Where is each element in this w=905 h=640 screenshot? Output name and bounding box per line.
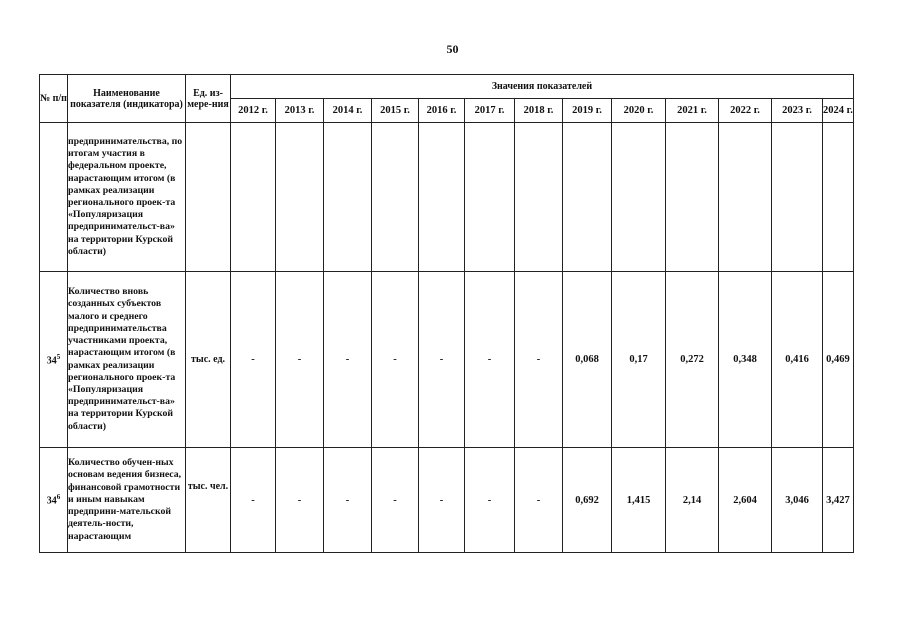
- value-cell: [563, 123, 612, 272]
- value-cell: 0,469: [823, 272, 854, 448]
- value-cell: [666, 123, 719, 272]
- value-cell: [823, 123, 854, 272]
- year-header: 2016 г.: [419, 99, 465, 123]
- value-cell: -: [515, 448, 563, 553]
- column-header-name: Наименование показателя (индикатора): [68, 75, 186, 123]
- year-header: 2024 г.: [823, 99, 854, 123]
- value-cell: -: [419, 272, 465, 448]
- value-cell: 3,427: [823, 448, 854, 553]
- value-cell: -: [231, 272, 276, 448]
- header-row-top: [40, 75, 854, 99]
- value-cell: 3,046: [772, 448, 823, 553]
- indicator-unit: тыс. чел.: [186, 448, 231, 553]
- column-header-values: Значения показателей: [231, 75, 854, 99]
- row-number: $34^6$: [40, 448, 68, 553]
- value-cell: [372, 123, 419, 272]
- year-header: 2013 г.: [276, 99, 324, 123]
- value-cell: -: [515, 272, 563, 448]
- value-cell: 1,415: [612, 448, 666, 553]
- row-number: $34^5$: [40, 272, 68, 448]
- value-cell: -: [372, 448, 419, 553]
- table-row: [40, 272, 854, 448]
- column-header-unit: Ед. из-мере-ния: [186, 75, 231, 123]
- value-cell: 0,416: [772, 272, 823, 448]
- value-cell: [324, 123, 372, 272]
- year-header: 2023 г.: [772, 99, 823, 123]
- column-header-number: № п/п: [40, 75, 68, 123]
- value-cell: -: [231, 448, 276, 553]
- table-row: [40, 123, 854, 272]
- value-cell: -: [276, 272, 324, 448]
- year-header: 2020 г.: [612, 99, 666, 123]
- value-cell: [515, 123, 563, 272]
- indicator-unit: тыс. ед.: [186, 272, 231, 448]
- value-cell: [276, 123, 324, 272]
- value-cell: 0,692: [563, 448, 612, 553]
- year-header: 2019 г.: [563, 99, 612, 123]
- indicator-name: предпринимательства, по итогам участия в федеральном проекте, нарастающим итогом (в рамках реализации регионального проек-та «Популяризация предпринимательст-ва» на территории Курской области): [68, 123, 186, 272]
- table-row: [40, 448, 854, 553]
- year-header: 2021 г.: [666, 99, 719, 123]
- year-header: 2012 г.: [231, 99, 276, 123]
- value-cell: [772, 123, 823, 272]
- value-cell: [231, 123, 276, 272]
- value-cell: -: [419, 448, 465, 553]
- value-cell: 0,272: [666, 272, 719, 448]
- value-cell: [612, 123, 666, 272]
- row-number: [40, 123, 68, 272]
- value-cell: -: [276, 448, 324, 553]
- value-cell: 2,604: [719, 448, 772, 553]
- value-cell: -: [465, 272, 515, 448]
- indicator-name: Количество вновь созданных субъектов малого и среднего предпринимательства участниками проекта, нарастающим итогом (в рамках реализации регионального проек-та «Популяризация предпринимательст-ва» на территории Курской области): [68, 272, 186, 448]
- year-header: 2014 г.: [324, 99, 372, 123]
- year-header: 2018 г.: [515, 99, 563, 123]
- value-cell: 0,068: [563, 272, 612, 448]
- value-cell: -: [465, 448, 515, 553]
- value-cell: [419, 123, 465, 272]
- value-cell: [719, 123, 772, 272]
- value-cell: [465, 123, 515, 272]
- value-cell: -: [324, 448, 372, 553]
- indicator-unit: [186, 123, 231, 272]
- value-cell: -: [372, 272, 419, 448]
- value-cell: 2,14: [666, 448, 719, 553]
- year-header: 2015 г.: [372, 99, 419, 123]
- page-number: 50: [446, 42, 459, 56]
- indicator-name: Количество обучен-ных основам ведения бизнеса, финансовой грамотности и иным навыкам предприни-мательской деятель-ности, нарастающим: [68, 448, 186, 553]
- value-cell: -: [324, 272, 372, 448]
- year-header: 2017 г.: [465, 99, 515, 123]
- value-cell: 0,17: [612, 272, 666, 448]
- year-header: 2022 г.: [719, 99, 772, 123]
- value-cell: 0,348: [719, 272, 772, 448]
- indicators-table: [39, 74, 854, 553]
